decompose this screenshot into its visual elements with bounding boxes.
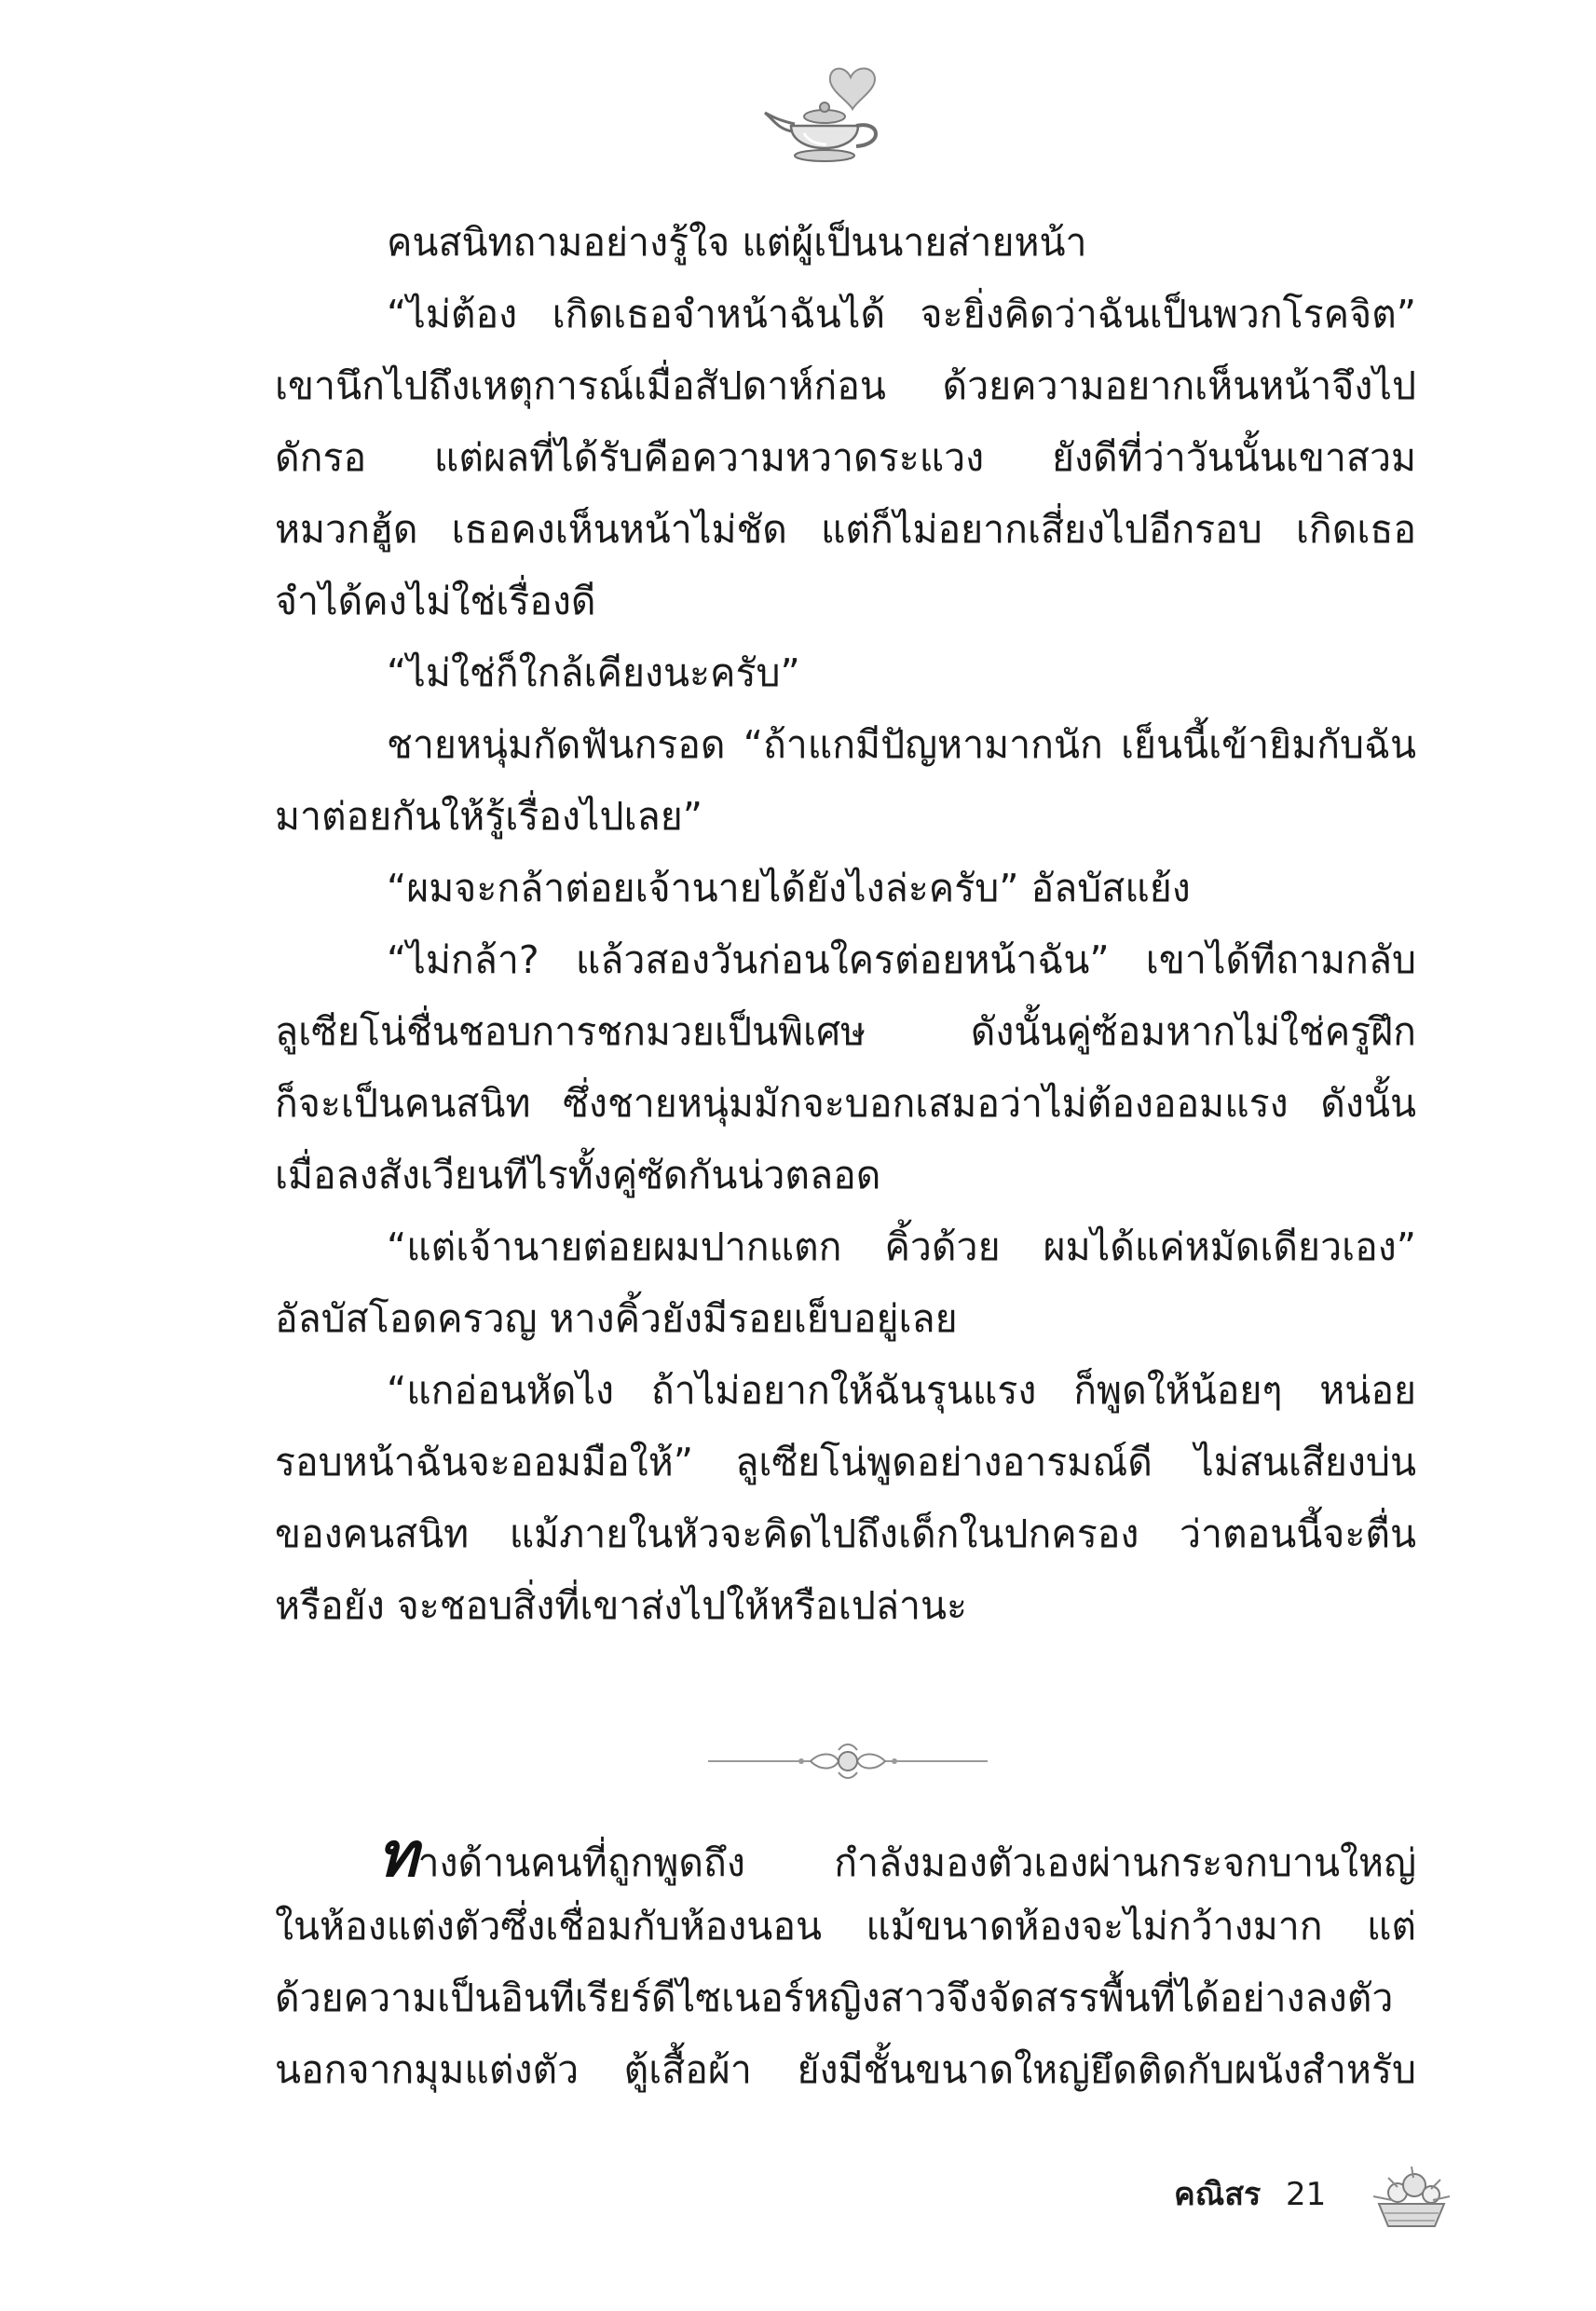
text-line: อัลบัสโอดครวญ หางคิ้วยังมีรอยเย็บอยู่เลย [275,1296,958,1341]
text-line: หมวกฮู้ด เธอคงเห็นหน้าไม่ชัด แต่ก็ไม่อยากเสี่ยงไปอีกรอบ เกิดเธอ [275,507,1416,552]
text-line: ลูเซียโน่ชื่นชอบการชกมวยเป็นพิเศษ ดังนั้นคู่ซ้อมหากไม่ใช่ครูฝึก [275,1009,1416,1054]
page-footer [1174,2167,1491,2222]
dropcap-letter: ท [377,1818,418,1891]
author-name: คณิสร [1174,2176,1262,2213]
text-line: คนสนิทถามอย่างรู้ใจ แต่ผู้เป็นนายส่ายหน้า [387,220,1087,265]
dropcap-line [275,1818,1416,1891]
text-line: “แกอ่อนหัดไง ถ้าไม่อยากให้ฉันรุนแรง ก็พูดให้น้อยๆ หน่อย [387,1368,1416,1413]
text-line: เขานึกไปถึงเหตุการณ์เมื่อสัปดาห์ก่อน ด้วยความอยากเห็นหน้าจึงไป [275,363,1416,408]
text-line: นอกจากมุมแต่งตัว ตู้เสื้อผ้า ยังมีชั้นขนาดใหญ่ยึดติดกับผนังสำหรับ [275,2047,1416,2092]
text-line: “แต่เจ้านายต่อยผมปากแตก คิ้วด้วย ผมได้แค่หมัดเดียวเอง” [387,1224,1416,1269]
text-line: รอบหน้าฉันจะออมมือให้” ลูเซียโน่พูดอย่างอารมณ์ดี ไม่สนเสียงบ่น [275,1440,1416,1484]
text-line: “ไม่กล้า? แล้วสองวันก่อนใครต่อยหน้าฉัน” เขาได้ทีถามกลับ [387,937,1416,982]
text-line: ของคนสนิท แม้ภายในหัวจะคิดไปถึงเด็กในปกครอง ว่าตอนนี้จะตื่น [275,1511,1416,1556]
text-line: หรือยัง จะชอบสิ่งที่เขาส่งไปให้หรือเปล่านะ [275,1583,968,1628]
text-line: “ไม่ใช่ก็ใกล้เคียงนะครับ” [387,650,800,695]
dropcap-line-text: างด้านคนที่ถูกพูดถึง กำลังมองตัวเองผ่านกระจกบานใหญ่ [417,1840,1416,1885]
text-line: ในห้องแต่งตัวซึ่งเชื่อมกับห้องนอน แม้ขนาดห้องจะไม่กว้างมาก แต่ [275,1904,1416,1949]
text-line: เมื่อลงสังเวียนทีไรทั้งคู่ซัดกันน่วตลอด [275,1153,881,1197]
text-line: ก็จะเป็นคนสนิท ซึ่งชายหนุ่มมักจะบอกเสมอว่าไม่ต้องออมแรง ดังนั้น [275,1081,1416,1126]
text-line: ดักรอ แต่ผลที่ได้รับคือความหวาดระแวง ยังดีที่ว่าวันนั้นเขาสวม [275,435,1416,480]
teapot-heart-icon [759,51,908,182]
text-line: ชายหนุ่มกัดฟันกรอด “ถ้าแกมีปัญหามากนัก เย็นนี้เข้ายิมกับฉัน [387,722,1416,767]
text-line: “ผมจะกล้าต่อยเจ้านายได้ยังไงล่ะครับ” อัลบัสแย้ง [387,866,1191,910]
page-number: 21 [1286,2176,1327,2213]
text-line: มาต่อยกันให้รู้เรื่องไปเลย” [275,794,703,839]
text-line: “ไม่ต้อง เกิดเธอจำหน้าฉันได้ จะยิ่งคิดว่าฉันเป็นพวกโรคจิต” [387,292,1416,336]
scroll-divider-icon [708,1733,988,1789]
text-line: จำได้คงไม่ใช่เรื่องดี [275,579,596,623]
flower-basket-icon [1360,2159,1463,2232]
text-line: ด้วยความเป็นอินทีเรียร์ดีไซเนอร์หญิงสาวจึงจัดสรรพื้นที่ได้อย่างลงตัว [275,1976,1394,2020]
